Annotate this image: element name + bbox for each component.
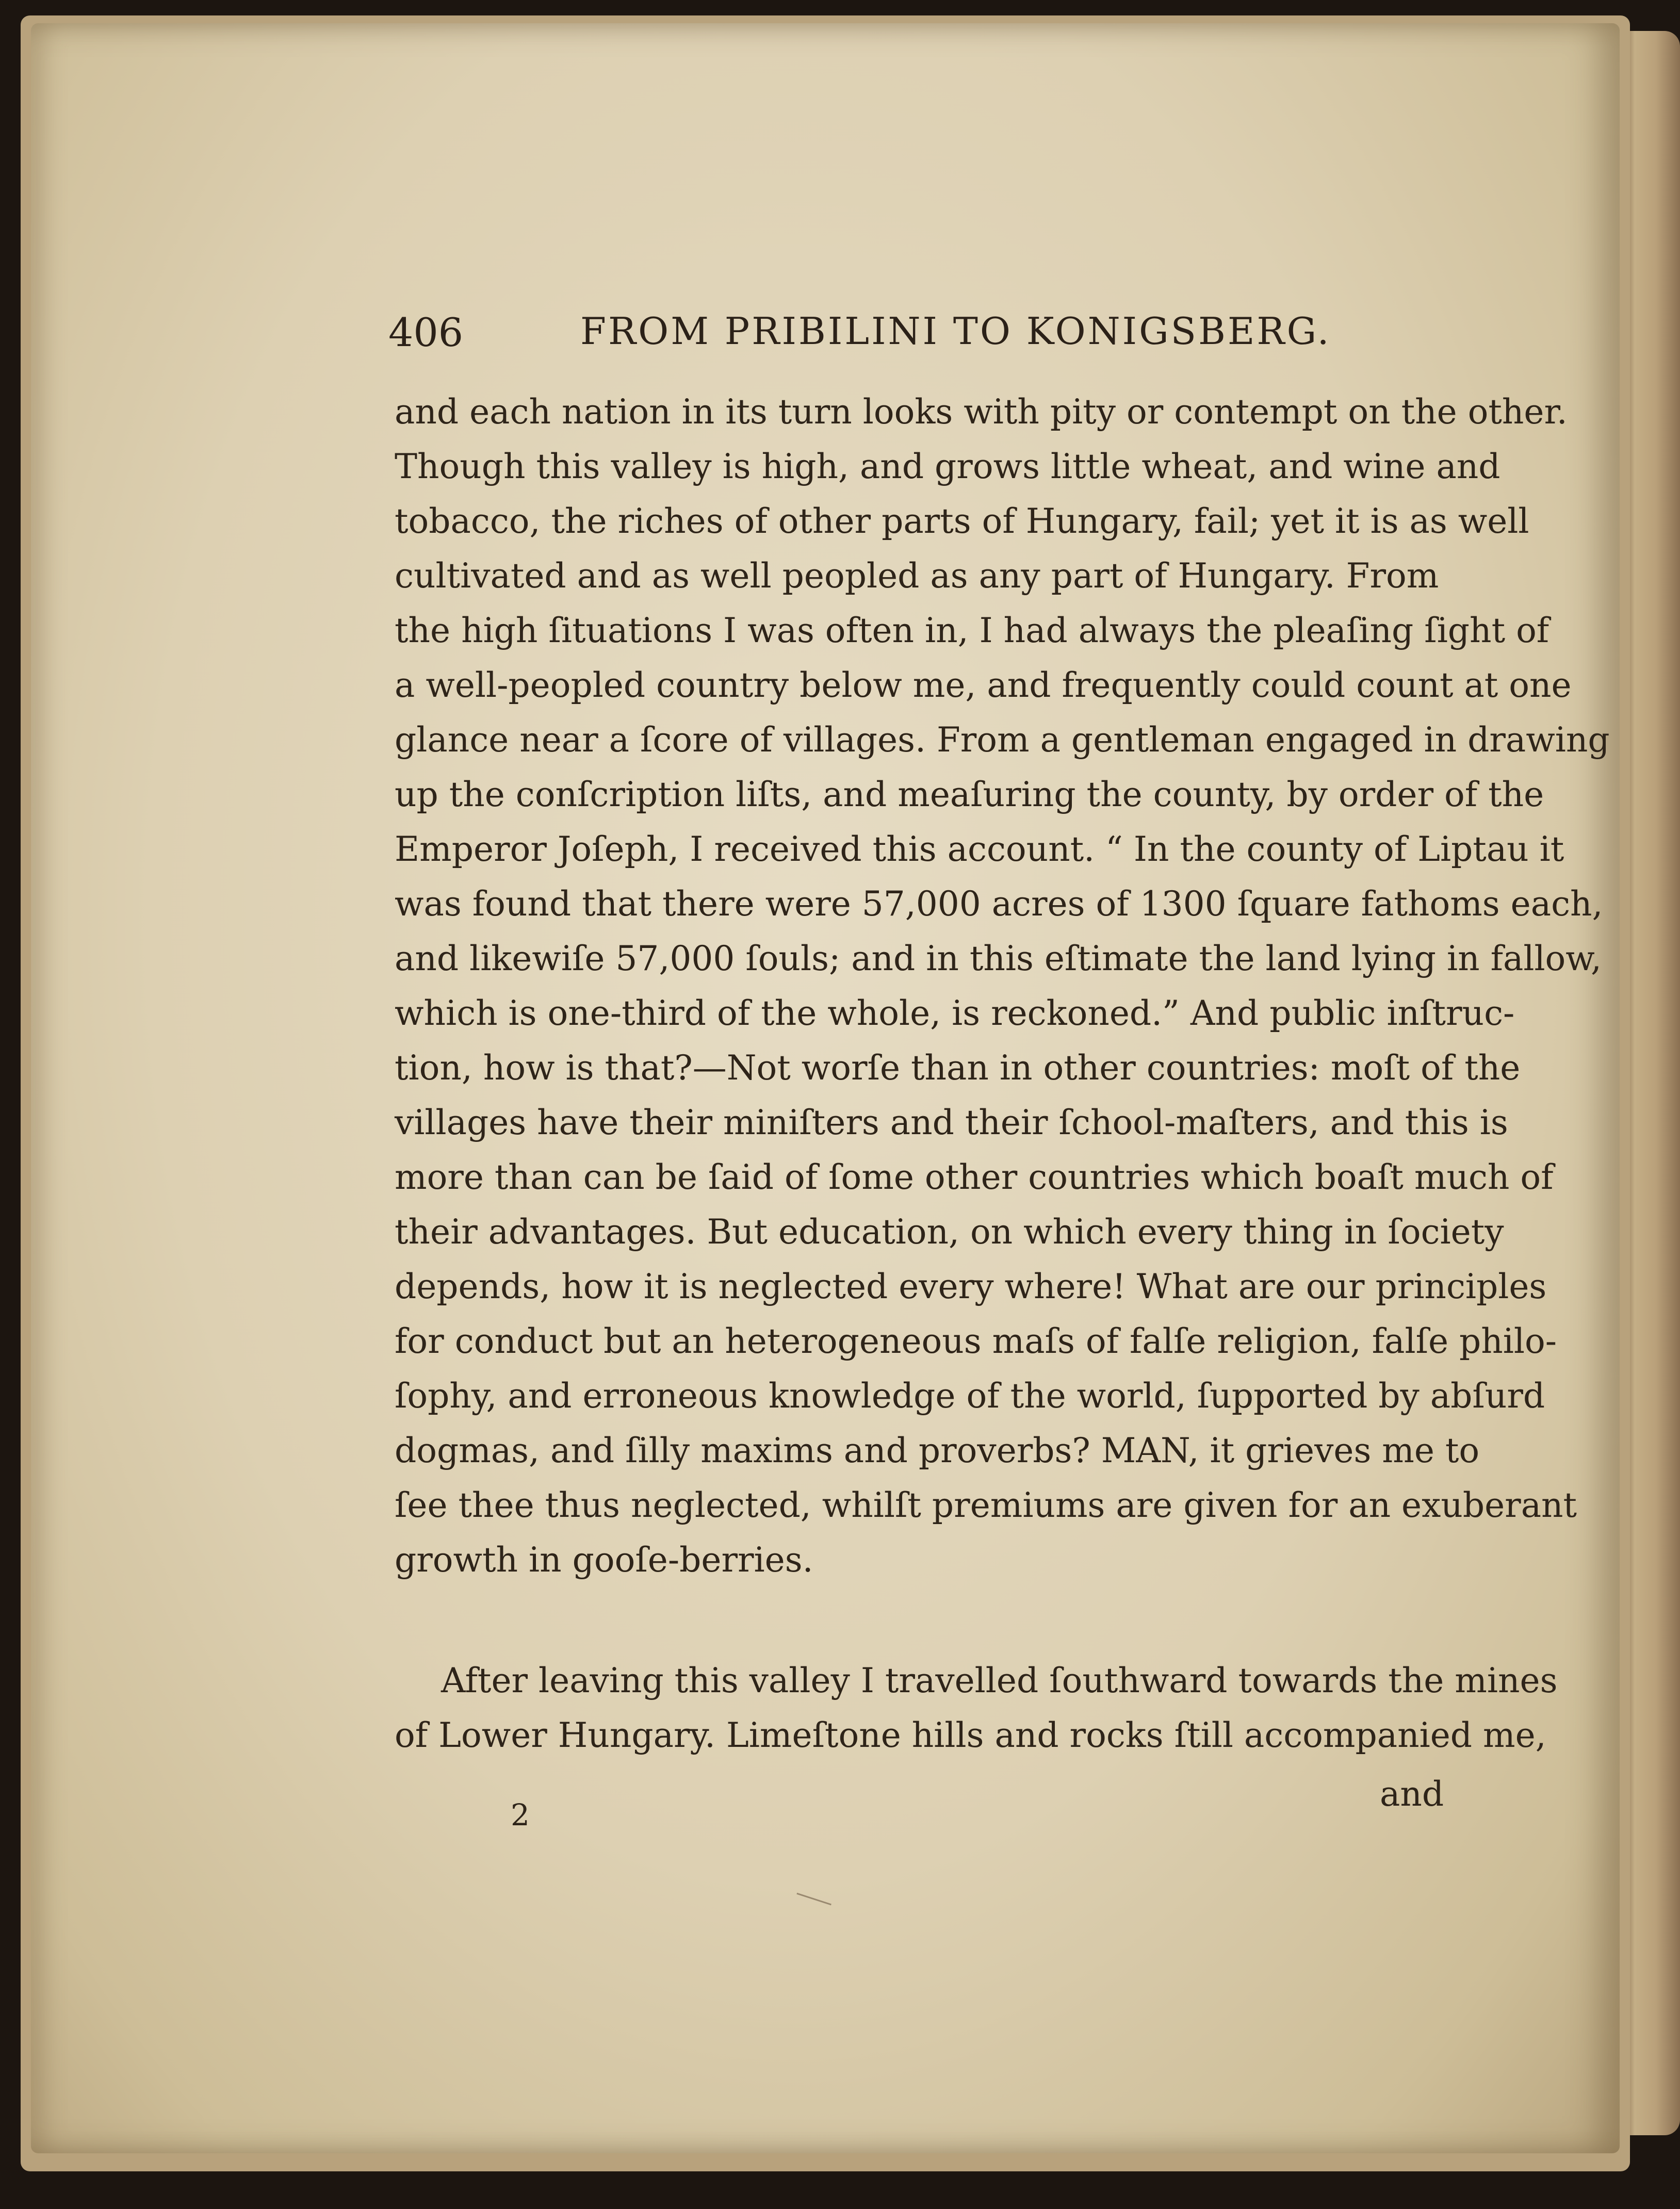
text-line: for conduct but an heterogeneous maſs of falſe religion, falſe philo- xyxy=(395,1321,1557,1361)
text-line: Though this valley is high, and grows little wheat, and wine and xyxy=(395,447,1500,486)
page-number: 406 xyxy=(388,309,464,355)
signature-mark: 2 xyxy=(511,1797,530,1832)
text-line: villages have their miniſters and their ſchool-maſters, and this is xyxy=(395,1103,1508,1142)
text-line: glance near a ſcore of villages. From a gentleman engaged in drawing xyxy=(395,720,1610,760)
text-line: cultivated and as well peopled as any part of Hungary. From xyxy=(395,556,1439,596)
text-line: which is one-third of the whole, is reckoned.” And public inſtruc- xyxy=(395,993,1515,1033)
text-line: and each nation in its turn looks with pity or contempt on the other. xyxy=(395,392,1568,432)
text-line: dogmas, and ſilly maxims and proverbs? MAN, it grieves me to xyxy=(395,1431,1480,1470)
text-line: tion, how is that?—Not worſe than in other countries: moſt of the xyxy=(395,1048,1521,1088)
text-line: depends, how it is neglected every where! What are our principles xyxy=(395,1267,1547,1306)
running-title: FROM PRIBILINI TO KONIGSBERG. xyxy=(580,309,1331,353)
text-line: was found that there were 57,000 acres of 1300 ſquare fathoms each, xyxy=(395,884,1603,924)
text-line: their advantages. But education, on which every thing in ſociety xyxy=(395,1212,1504,1252)
text-line: up the conſcription liſts, and meaſuring the county, by order of the xyxy=(395,775,1544,814)
text-line: growth in gooſe-berries. xyxy=(395,1540,813,1580)
text-line: the high ſituations I was often in, I had always the pleaſing ſight of xyxy=(395,611,1549,650)
text-line: more than can be ſaid of ſome other countries which boaſt much of xyxy=(395,1157,1554,1197)
text-line: and likewiſe 57,000 ſouls; and in this eſtimate the land lying in fallow, xyxy=(395,939,1602,978)
text-line: Emperor Joſeph, I received this account. “ In the county of Liptau it xyxy=(395,829,1564,869)
text-line: tobacco, the riches of other parts of Hungary, fail; yet it is as well xyxy=(395,501,1529,541)
text-line: After leaving this valley I travelled ſouthward towards the mines xyxy=(441,1661,1558,1700)
catchword: and xyxy=(1380,1774,1444,1814)
text-line: of Lower Hungary. Limeſtone hills and rocks ſtill accompanied me, xyxy=(395,1715,1546,1755)
text-line: ſee thee thus neglected, whilſt premiums are given for an exuberant xyxy=(395,1485,1577,1525)
text-line: a well-peopled country below me, and frequently could count at one xyxy=(395,665,1572,705)
text-line: ſophy, and erroneous knowledge of the world, ſupported by abſurd xyxy=(395,1376,1545,1416)
